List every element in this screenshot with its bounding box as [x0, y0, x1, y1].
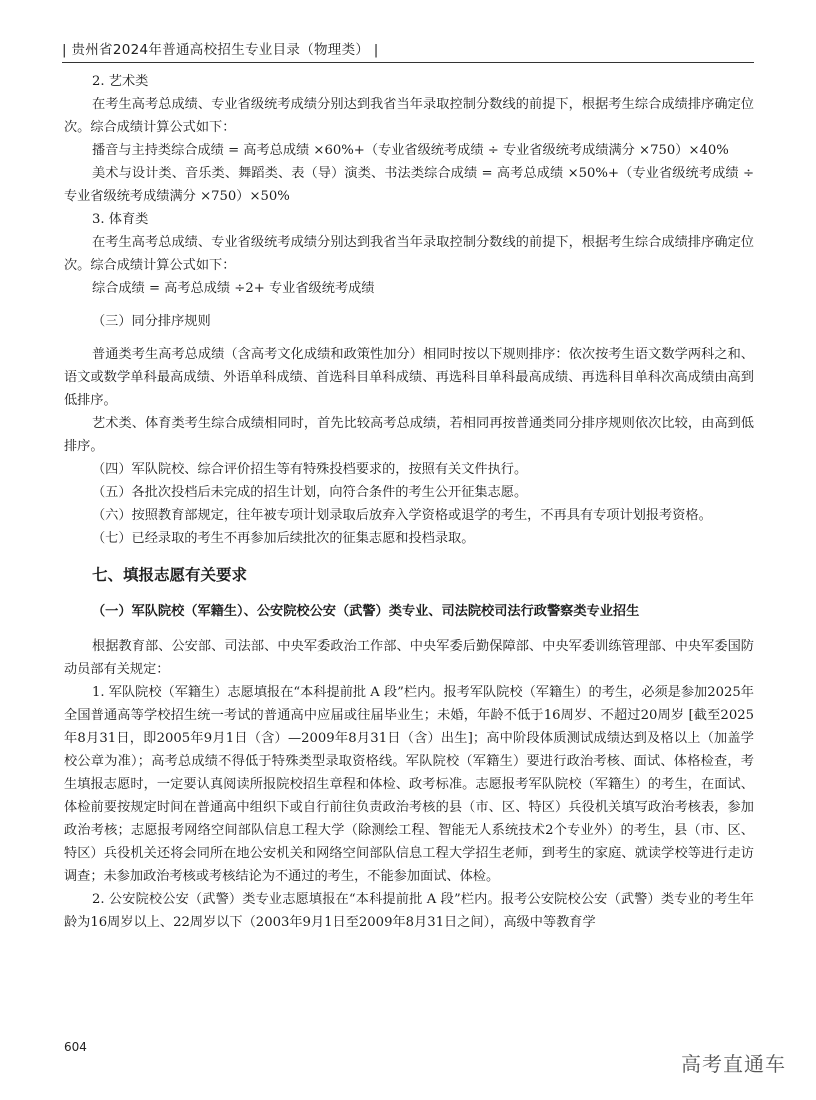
art-paragraph: 在考生高考总成绩、专业省级统考成绩分别达到我省当年录取控制分数线的前提下，根据考生综合成绩排序确定位次。综合成绩计算公式如下：	[64, 97, 754, 135]
section-seven-heading: 七、填报志愿有关要求	[92, 566, 248, 584]
item-7: （七）已经录取的考生不再参加后续批次的征集志愿和投档录取。	[92, 531, 475, 546]
page-number: 604	[64, 1040, 87, 1054]
section-sports-heading: 3. 体育类	[92, 212, 149, 227]
broadcast-formula: 播音与主持类综合成绩 = 高考总成绩 ×60%+（专业省级统考成绩 ÷ 专业省级统考成绩满分 ×750）×40%	[92, 143, 729, 158]
section-art-heading: 2. 艺术类	[92, 74, 149, 89]
page-body	[64, 70, 754, 934]
running-header	[62, 40, 754, 63]
art-design-formula: 美术与设计类、音乐类、舞蹈类、表（导）演类、书法类综合成绩 = 高考总成绩 ×50%+（专业省级统考成绩 ÷ 专业省级统考成绩满分 ×750）×50%	[64, 166, 754, 204]
watermark-text: 高考直通车	[681, 1052, 786, 1076]
tie-rule-general: 普通类考生高考总成绩（含高考文化成绩和政策性加分）相同时按以下规则排序：依次按考生语文数学两科之和、语文或数学单科最高成绩、外语单科成绩、首选科目单科成绩、再选科目单科最高成绩、再选科目单科次高成绩由高到低排序。	[64, 347, 754, 408]
subsection-one-heading: （一）军队院校（军籍生）、公安院校公安（武警）类专业、司法院校司法行政警察类专业招生	[92, 604, 640, 619]
item-6: （六）按照教育部规定，往年被专项计划录取后放弃入学资格或退学的考生，不再具有专项计划报考资格。	[92, 508, 712, 523]
military-paragraph: 1. 军队院校（军籍生）志愿填报在“本科提前批 A 段”栏内。报考军队院校（军籍生）的考生，必须是参加2025年全国普通高等学校招生统一考试的普通高中应届或往届毕业生；未婚，年龄不低于16周岁、不超过20周岁 [截至2025年8月31日，即2005年9月1日（含）—2009年8月31日（含）出生]；高中阶段体质测试成绩达到及格以上（加盖学校公章为准）；高考总成绩不得低于特殊类型录取资格线。军队院校（军籍生）要进行政治考核、面试、体格检查，考生填报志愿时，一定要认真阅读所报院校招生章程和体检、政考标准。志愿报考军队院校（军籍生）的考生，在面试、体检前要按规定时间在普通高中组织下或自行前往负责政治考核的县（市、区、特区）兵役机关填写政治考核表，参加政治考核；志愿报考网络空间部队信息工程大学（除测绘工程、智能无人系统技术2个专业外）的考生，县（市、区、特区）兵役机关还将会同所在地公安机关和网络空间部队信息工程大学招生老师，到考生的家庭、就读学校等进行走访调查；未参加政治考核或考核结论为不通过的考生，不能参加面试、体检。	[64, 685, 754, 884]
sports-formula: 综合成绩 = 高考总成绩 ÷2+ 专业省级统考成绩	[92, 281, 375, 296]
item-5: （五）各批次投档后未完成的招生计划，向符合条件的考生公开征集志愿。	[92, 485, 528, 500]
tie-rule-art-sports: 艺术类、体育类考生综合成绩相同时，首先比较高考总成绩，若相同再按普通类同分排序规则依次比较，由高到低排序。	[64, 416, 754, 454]
header-bar-right: |	[369, 42, 379, 58]
police-paragraph: 2. 公安院校公安（武警）类专业志愿填报在“本科提前批 A 段”栏内。报考公安院校公安（武警）类专业的考生年龄为16周岁以上、22周岁以下（2003年9月1日至2009年8月31日之间），高级中等教育学	[64, 892, 754, 930]
header-title: 贵州省2024年普通高校招生专业目录（物理类）	[71, 42, 370, 58]
header-bar-left: |	[62, 42, 72, 58]
item-4: （四）军队院校、综合评价招生等有特殊投档要求的，按照有关文件执行。	[92, 462, 528, 477]
sports-paragraph: 在考生高考总成绩、专业省级统考成绩分别达到我省当年录取控制分数线的前提下，根据考生综合成绩排序确定位次。综合成绩计算公式如下：	[64, 235, 754, 273]
regulation-paragraph: 根据教育部、公安部、司法部、中央军委政治工作部、中央军委后勤保障部、中央军委训练管理部、中央军委国防动员部有关规定：	[64, 639, 754, 677]
tie-rule-heading: （三）同分排序规则	[92, 314, 211, 329]
